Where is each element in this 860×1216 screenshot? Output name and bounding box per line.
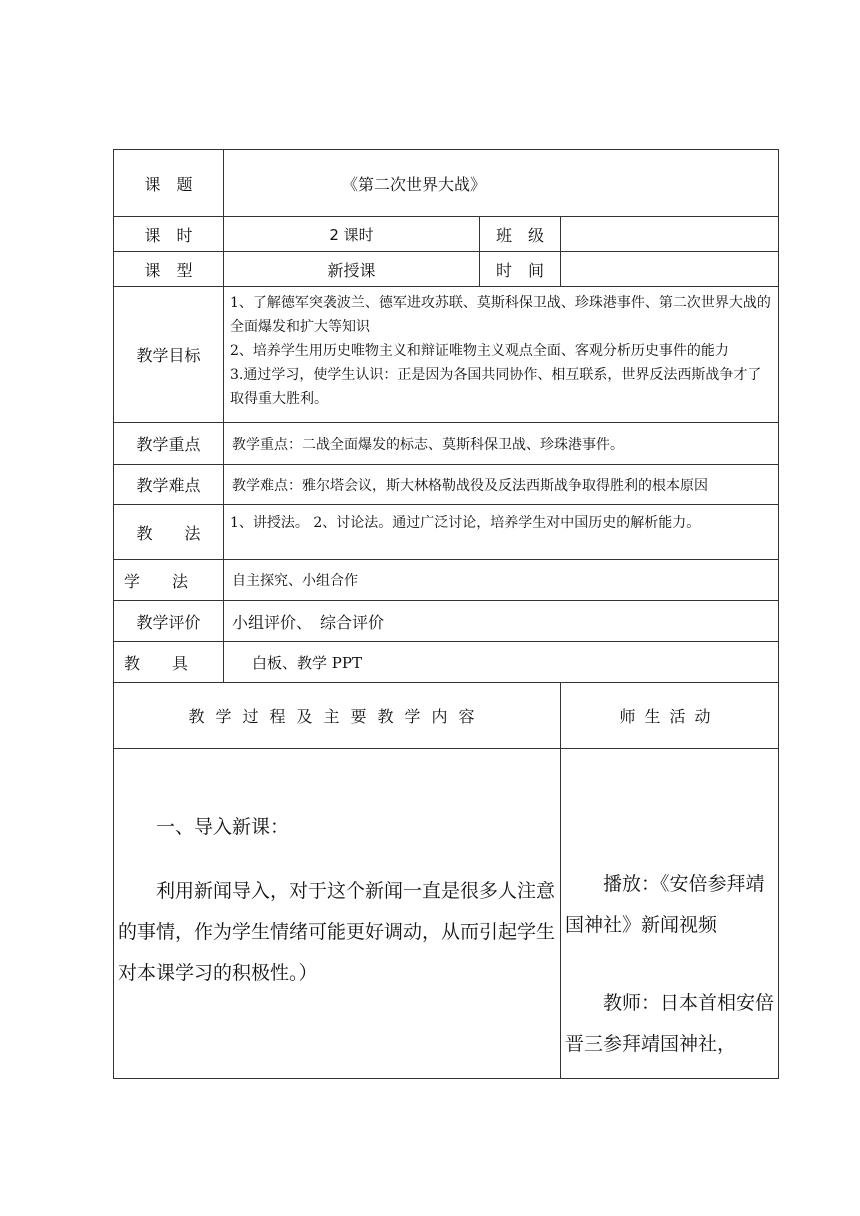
row-objectives [114, 287, 779, 423]
activity-content [561, 749, 779, 1079]
class-value [561, 217, 779, 252]
process-right-header: 师生活动 [561, 683, 779, 749]
activity-1: 播放：《安倍参拜靖国神社》新闻视频 [565, 873, 765, 936]
tools-value: 白板、教学 PPT [224, 642, 779, 683]
type-value: 新授课 [224, 252, 480, 287]
objective-line-2: 2、培养学生用历史唯物主义和辩证唯物主义观点全面、客观分析历史事件的能力 [230, 343, 729, 359]
type-label: 课 型 [114, 252, 224, 287]
topic-label: 课 题 [114, 150, 224, 217]
row-difficulties [114, 465, 779, 505]
row-hours [114, 217, 779, 252]
objective-line-1: 1、了解德军突袭波兰、德军进攻苏联、莫斯科保卫战、珍珠港事件、第二次世界大战的全面爆发和扩大等知识 [230, 295, 771, 335]
study-label: 学 法 [114, 560, 224, 601]
activity-2: 教师：日本首相安倍晋三参拜靖国神社， [565, 992, 775, 1055]
row-evaluation [114, 601, 779, 642]
topic-value: 《第二次世界大战》 [224, 150, 779, 217]
objectives-value [224, 287, 779, 423]
hours-label: 课 时 [114, 217, 224, 252]
evaluation-label: 教学评价 [114, 601, 224, 642]
row-topic [114, 150, 779, 217]
row-study [114, 560, 779, 601]
study-value: 自主探究、小组合作 [224, 560, 779, 601]
section-title: 一、导入新课： [156, 816, 290, 838]
tools-label: 教 具 [114, 642, 224, 683]
row-keypoints [114, 423, 779, 465]
objective-line-3: 3.通过学习，使学生认识：正是因为各国共同协作、相互联系，世界反法西斯战争才了取得重大胜利。 [230, 367, 762, 407]
lesson-plan-table [113, 149, 779, 1079]
row-type [114, 252, 779, 287]
hours-value: 2 课时 [224, 217, 480, 252]
process-left-header: 教学过程及主要教学内容 [114, 683, 561, 749]
time-label: 时 间 [480, 252, 561, 287]
row-process-content [114, 749, 779, 1079]
class-label: 班 级 [480, 217, 561, 252]
difficulties-label: 教学难点 [114, 465, 224, 505]
section-body: 利用新闻导入，对于这个新闻一直是很多人注意的事情，作为学生情绪可能更好调动，从而引起学生对本课学习的积极性。） [118, 880, 556, 984]
difficulties-value: 教学难点：雅尔塔会议，斯大林格勒战役及反法西斯战争取得胜利的根本原因 [224, 465, 779, 505]
method-value: 1、讲授法。 2、讨论法。通过广泛讨论，培养学生对中国历史的解析能力。 [224, 505, 779, 560]
process-content [114, 749, 561, 1079]
objectives-label: 教学目标 [114, 287, 224, 423]
evaluation-value: 小组评价、 综合评价 [224, 601, 779, 642]
row-method [114, 505, 779, 560]
row-process-header [114, 683, 779, 749]
method-label: 教 法 [114, 505, 224, 560]
keypoints-value: 教学重点：二战全面爆发的标志、莫斯科保卫战、珍珠港事件。 [224, 423, 779, 465]
time-value [561, 252, 779, 287]
keypoints-label: 教学重点 [114, 423, 224, 465]
row-tools [114, 642, 779, 683]
